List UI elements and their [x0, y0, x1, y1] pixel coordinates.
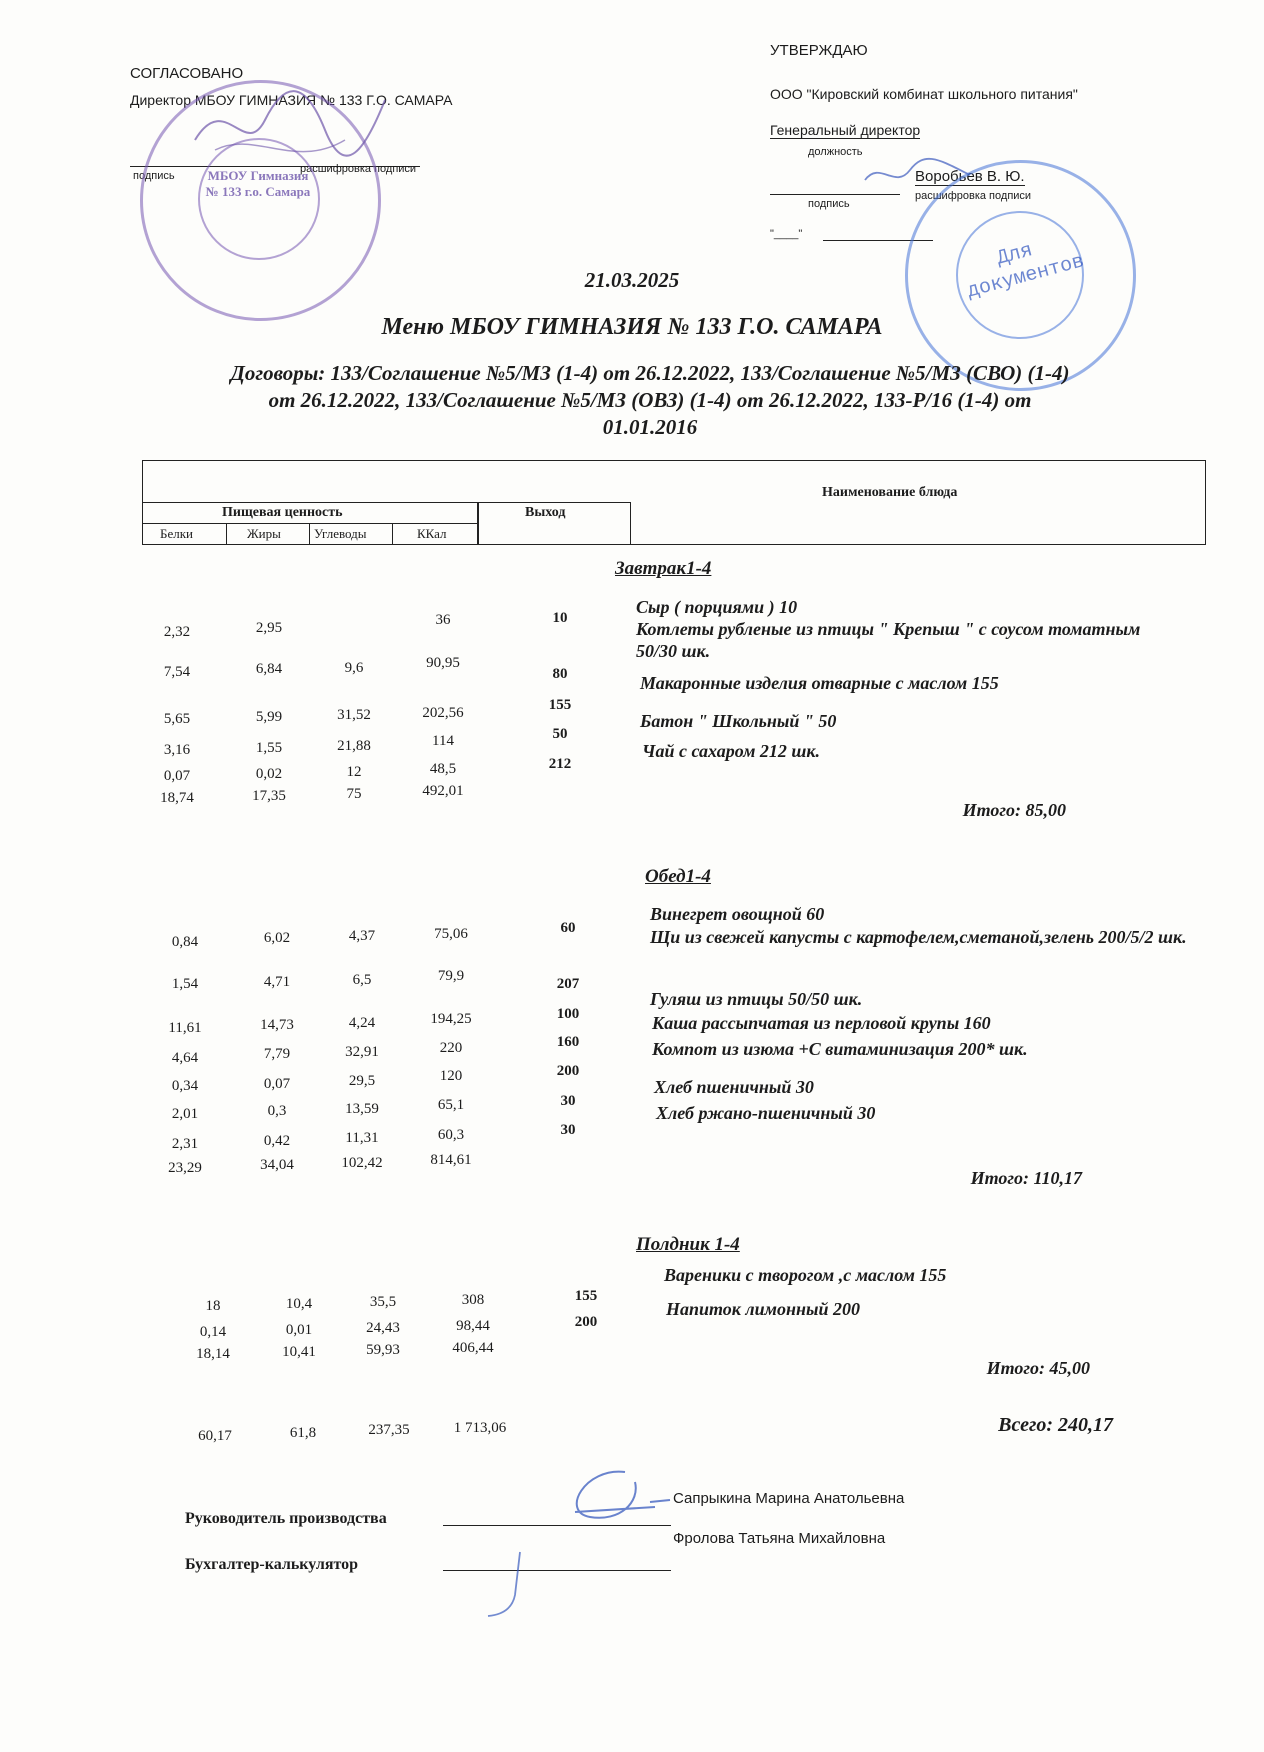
cell-output: 160: [556, 1034, 580, 1050]
cell-output: 212: [548, 756, 572, 772]
sum-carbs: 59,93: [366, 1342, 400, 1358]
sum-carbs: 75: [346, 786, 362, 802]
cell-carbs: 4,24: [348, 1015, 376, 1031]
cell-fat: 10,4: [285, 1296, 313, 1312]
cell-kcal: 120: [439, 1068, 463, 1084]
sum-protein: 18,14: [196, 1346, 230, 1362]
document-title: Меню МБОУ ГИМНАЗИЯ № 133 Г.О. САМАРА: [381, 314, 883, 340]
cell-kcal: 98,44: [456, 1318, 490, 1334]
cell-kcal: 308: [461, 1292, 485, 1308]
cell-output: 10: [552, 610, 568, 626]
section-snack-total: Итого: 45,00: [986, 1358, 1090, 1378]
cell-fat: 0,3: [267, 1103, 287, 1119]
approval-left-position: Директор МБОУ ГИМНАЗИЯ № 133 Г.О. САМАРА: [130, 92, 453, 108]
cell-fat: 14,73: [260, 1017, 294, 1033]
cell-carbs: 21,88: [337, 738, 371, 754]
sum-fat: 17,35: [252, 788, 286, 804]
document-date: 21.03.2025: [584, 268, 680, 292]
signature-accountant-sign: [480, 1550, 560, 1620]
cell-output: 100: [556, 1006, 580, 1022]
cell-carbs: 6,5: [352, 972, 372, 988]
signature-accountant-name: Фролова Татьяна Михайловна: [673, 1530, 886, 1547]
signature-production-sign: [555, 1462, 675, 1532]
cell-output: 155: [548, 697, 572, 713]
cell-protein: 0,84: [171, 934, 199, 950]
sum-kcal: 814,61: [430, 1152, 472, 1168]
cell-carbs: 24,43: [366, 1320, 400, 1336]
section-lunch-title: Обед1-4: [645, 866, 711, 887]
approval-right-sign-label: подпись: [808, 198, 850, 210]
table-header-dish: Наименование блюда: [822, 485, 958, 500]
cell-output: 80: [552, 666, 568, 682]
cell-dish: Компот из изюма +С витаминизация 200* шк.: [652, 1039, 1028, 1059]
cell-protein: 1,54: [171, 976, 199, 992]
cell-fat: 0,01: [285, 1322, 313, 1338]
cell-output: 200: [574, 1314, 598, 1330]
table-header-fat: Жиры: [247, 526, 281, 541]
cell-carbs: 12: [346, 764, 362, 780]
table-header-kcal: ККал: [417, 526, 447, 541]
cell-protein: 0,14: [199, 1324, 227, 1340]
cell-output: 50: [552, 726, 568, 742]
grand-fat: 61,8: [289, 1425, 317, 1441]
section-lunch-total: Итого: 110,17: [970, 1168, 1082, 1188]
cell-dish: Хлеб ржано-пшеничный 30: [656, 1103, 876, 1123]
grand-carbs: 237,35: [368, 1422, 410, 1438]
cell-fat: 2,95: [255, 620, 283, 636]
cell-dish: Макаронные изделия отварные с маслом 155: [640, 673, 999, 693]
section-snack-title: Полдник 1-4: [636, 1234, 740, 1255]
cell-output: 155: [574, 1288, 598, 1304]
cell-dish: Вареники с творогом ,с маслом 155: [664, 1265, 947, 1285]
signature-director-left: [185, 70, 415, 180]
cell-protein: 7,54: [163, 664, 191, 680]
signature-production-name: Сапрыкина Марина Анатольевна: [673, 1490, 905, 1507]
cell-carbs: 13,59: [345, 1101, 379, 1117]
cell-kcal: 202,56: [422, 705, 464, 721]
cell-carbs: 32,91: [345, 1044, 379, 1060]
cell-protein: 0,34: [171, 1078, 199, 1094]
approval-right-position-label: должность: [808, 146, 863, 158]
cell-fat: 1,55: [255, 740, 283, 756]
cell-fat: 7,79: [263, 1046, 291, 1062]
table-header-output: Выход: [525, 505, 566, 520]
cell-output: 207: [556, 976, 580, 992]
cell-dish: Батон " Школьный " 50: [640, 711, 837, 731]
sum-protein: 18,74: [160, 790, 194, 806]
contracts-line-3: 01.01.2016: [602, 415, 698, 439]
contracts-text: [120, 360, 1180, 441]
cell-dish: Сыр ( порциями ) 10: [636, 597, 798, 617]
cell-kcal: 75,06: [434, 926, 468, 942]
cell-kcal: 90,95: [426, 655, 460, 671]
cell-kcal: 114: [432, 733, 454, 749]
cell-fat: 4,71: [263, 974, 291, 990]
table-header-carbs: Углеводы: [314, 526, 367, 541]
sum-kcal: 492,01: [422, 783, 464, 799]
sum-fat: 10,41: [282, 1344, 316, 1360]
cell-dish: Чай с сахаром 212 шк.: [642, 741, 821, 761]
cell-dish: Хлеб пшеничный 30: [654, 1077, 814, 1097]
cell-output: 60: [560, 920, 576, 936]
cell-dish: Напиток лимонный 200: [666, 1299, 860, 1319]
approval-right-name: Воробьев В. Ю.: [915, 168, 1025, 185]
cell-fat: 0,07: [263, 1076, 291, 1092]
cell-dish: Щи из свежей капусты с картофелем,сметаной,зелень 200/5/2 шк.: [650, 927, 1187, 947]
cell-kcal: 79,9: [437, 968, 465, 984]
cell-dish: Гуляш из птицы 50/50 шк.: [650, 989, 863, 1009]
approval-left-title: СОГЛАСОВАНО: [130, 65, 244, 82]
approval-right-date-placeholder: "____": [770, 228, 803, 240]
cell-dish: Котлеты рубленые из птицы " Крепыш " с соусом томатным 50/30 шк.: [636, 619, 1141, 661]
cell-protein: 4,64: [171, 1050, 199, 1066]
cell-protein: 2,31: [171, 1136, 199, 1152]
table-header-nutrition: Пищевая ценность: [222, 505, 343, 520]
sum-kcal: 406,44: [452, 1340, 494, 1356]
cell-output: 200: [556, 1063, 580, 1079]
cell-fat: 5,99: [255, 709, 283, 725]
sum-protein: 23,29: [168, 1160, 202, 1176]
cell-kcal: 48,5: [429, 761, 457, 777]
approval-right-org: ООО "Кировский комбинат школьного питания": [770, 86, 1078, 102]
cell-protein: 0,07: [163, 768, 191, 784]
cell-protein: 5,65: [163, 711, 191, 727]
cell-kcal: 65,1: [437, 1097, 465, 1113]
section-breakfast-total: Итого: 85,00: [962, 800, 1066, 820]
section-breakfast-title: Завтрак1-4: [615, 558, 712, 579]
grand-protein: 60,17: [198, 1428, 232, 1444]
cell-kcal: 194,25: [430, 1011, 472, 1027]
cell-protein: 18: [205, 1298, 221, 1314]
cell-carbs: 35,5: [369, 1294, 397, 1310]
cell-protein: 11,61: [168, 1020, 202, 1036]
cell-kcal: 36: [435, 612, 451, 628]
approval-left-sign-label: подпись: [133, 170, 175, 182]
cell-kcal: 60,3: [437, 1127, 465, 1143]
approval-left-decode-label: расшифровка подписи: [300, 163, 417, 175]
cell-dish: Каша рассыпчатая из перловой крупы 160: [652, 1013, 991, 1033]
table-header-protein: Белки: [160, 526, 193, 541]
approval-right-position: Генеральный директор: [770, 122, 921, 138]
sum-carbs: 102,42: [341, 1155, 383, 1171]
contracts-line-1: Договоры: 133/Соглашение №5/МЗ (1-4) от 26.12.2022, 133/Соглашение №5/МЗ (СВО) (1-4): [230, 361, 1070, 385]
cell-carbs: 4,37: [348, 928, 376, 944]
approval-right-decode-label: расшифровка подписи: [915, 190, 1032, 202]
cell-fat: 6,02: [263, 930, 291, 946]
cell-carbs: 11,31: [345, 1130, 379, 1146]
signature-production-role: Руководитель производства: [185, 1510, 387, 1527]
contracts-line-2: от 26.12.2022, 133/Соглашение №5/МЗ (ОВЗ) (1-4) от 26.12.2022, 133-Р/16 (1-4) от: [268, 388, 1032, 412]
cell-kcal: 220: [439, 1040, 463, 1056]
grand-total: Всего: 240,17: [998, 1414, 1113, 1436]
approval-right-title: УТВЕРЖДАЮ: [770, 42, 868, 59]
cell-fat: 0,02: [255, 766, 283, 782]
signature-accountant-role: Бухгалтер-калькулятор: [185, 1556, 359, 1573]
stamp-right-text: Для документов: [964, 239, 1087, 304]
cell-fat: 6,84: [255, 661, 283, 677]
cell-protein: 2,32: [163, 624, 191, 640]
stamp-left-text: МБОУ Гимназия № 133 г.о. Самара: [205, 168, 311, 199]
cell-carbs: 9,6: [344, 660, 364, 676]
cell-fat: 0,42: [263, 1133, 291, 1149]
cell-output: 30: [560, 1093, 576, 1109]
cell-carbs: 31,52: [337, 707, 371, 723]
cell-protein: 3,16: [163, 742, 191, 758]
cell-dish: Винегрет овощной 60: [650, 904, 825, 924]
cell-output: 30: [560, 1122, 576, 1138]
table-header: [142, 460, 1206, 545]
cell-carbs: 29,5: [348, 1073, 376, 1089]
cell-protein: 2,01: [171, 1106, 199, 1122]
grand-kcal: 1 713,06: [453, 1420, 507, 1436]
sum-fat: 34,04: [260, 1157, 294, 1173]
